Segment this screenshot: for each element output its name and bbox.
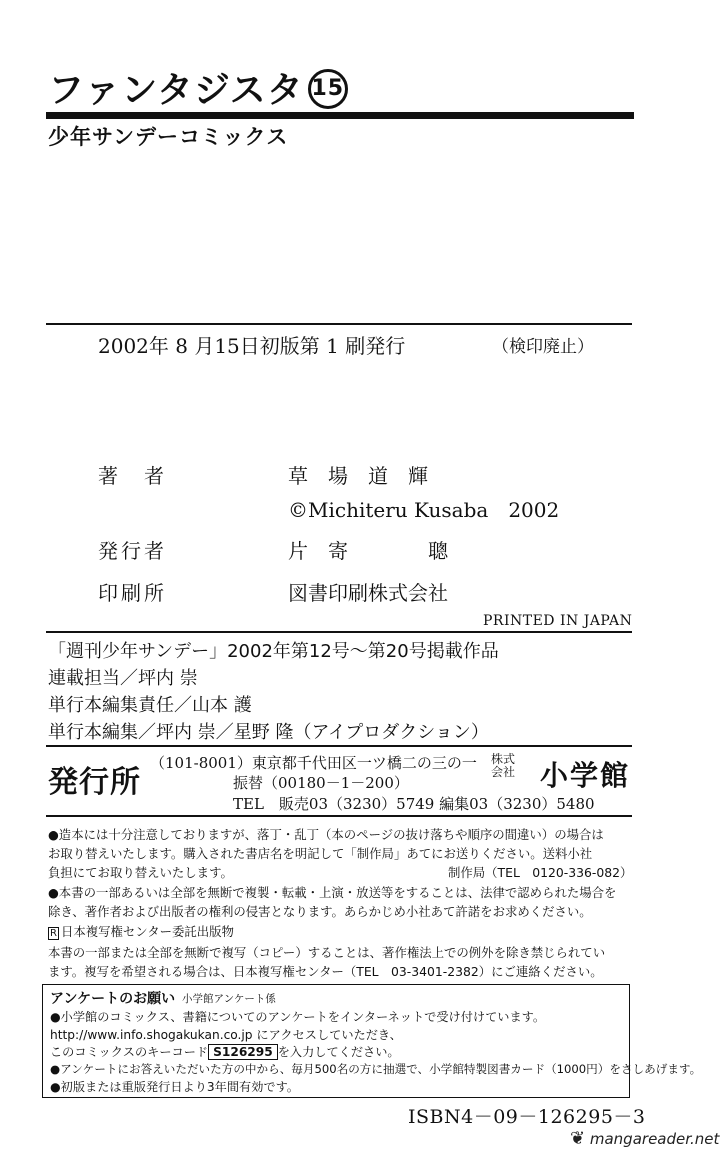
watermark xyxy=(570,1128,719,1149)
printer-name: 図書印刷株式会社 xyxy=(288,581,448,605)
book-editor-chief-credit: 単行本編集責任／山本 護 xyxy=(48,695,252,716)
watermark-text: mangareader.net xyxy=(589,1130,720,1148)
survey-code-pre: このコミックスのキーコード xyxy=(50,1045,209,1059)
title-divider xyxy=(46,112,634,119)
credits-top-rule xyxy=(46,631,632,633)
survey-code-line xyxy=(50,1043,400,1060)
publisher-name: 小学館 xyxy=(540,759,631,792)
serialization-credit: 「週刊少年サンデー」2002年第12号～第20号掲載作品 xyxy=(48,641,499,662)
publisher-tel: TEL 販売03（3230）5749 編集03（3230）5480 xyxy=(233,795,595,813)
seal-omitted-note: （検印廃止） xyxy=(492,337,594,357)
survey-subtitle: 小学館アンケート係 xyxy=(182,993,276,1005)
publisher-transfer: 振替（00180－1－200） xyxy=(233,774,409,792)
notes-top-rule xyxy=(46,815,632,817)
series-label: 少年サンデーコミックス xyxy=(48,125,289,149)
author-name: 草 場 道 輝 xyxy=(288,464,428,488)
watermark-logo-icon: ❦ xyxy=(570,1128,586,1149)
note-line-2: お取り替えいたします。購入された書店名を明記して「制作局」あてにお送りください。送料小社 xyxy=(48,846,593,861)
publisher-person-name: 片 寄 聰 xyxy=(288,539,448,563)
book-title xyxy=(48,62,348,113)
publisher-person-label: 発行者 xyxy=(98,539,167,563)
survey-title: アンケートのお願い xyxy=(50,991,176,1007)
survey-line-5: ●初版または重版発行日より3年間有効です。 xyxy=(50,1080,299,1094)
note-line-3: 負担にてお取り替えいたします。 xyxy=(48,865,233,880)
copyright-center-text: 日本複写権センター委託出版物 xyxy=(60,924,234,939)
publisher-address: （101-8001）東京都千代田区一ツ橋二の三の一 xyxy=(150,754,477,772)
survey-code-post: を入力してください。 xyxy=(277,1045,400,1059)
printer-label: 印刷所 xyxy=(98,581,167,605)
note-line-5: 除き、著作者および出版者の権利の侵害となります。あらかじめ小社あて許諾をお求めください。 xyxy=(48,904,592,919)
note-line-4: ●本書の一部あるいは全部を無断で複製・転載・上演・放送等をすることは、法律で認められた場合を xyxy=(48,885,617,900)
volume-number-badge: 15 xyxy=(308,69,348,109)
survey-url-line: http://www.info.shogakukan.co.jp にアクセスしていただき、 xyxy=(50,1028,402,1042)
registered-mark-icon: R xyxy=(50,928,57,939)
production-dept-tel: 制作局（TEL 0120-336-082） xyxy=(448,865,633,880)
kabushiki-bottom: 会社 xyxy=(491,765,516,779)
title-text: ファンタジスタ xyxy=(48,70,304,111)
isbn: ISBN4－09－126295－3 xyxy=(408,1106,646,1128)
kabushiki-kaisha xyxy=(491,753,515,779)
survey-line-4: ●アンケートにお答えいただいた方の中から、毎月500名の方に抽選で、小学館特製図書カード（1000円）をさしあげます。 xyxy=(50,1062,702,1076)
publisher-label: 発行所 xyxy=(48,765,141,800)
publisher-top-rule xyxy=(46,745,632,747)
note-line-7: ます。複写を希望される場合は、日本複写権センター（TEL 03-3401-2382）にご連絡ください。 xyxy=(48,964,603,979)
survey-key-code: S126295 xyxy=(208,1044,278,1060)
kabushiki-top: 株式 xyxy=(491,752,516,766)
copyright-line: ©Michiteru Kusaba 2002 xyxy=(288,498,560,522)
note-line-6: 本書の一部または全部を無断で複写（コピー）することは、著作権法上での例外を除き禁じられてい xyxy=(48,945,606,960)
serial-editor-credit: 連載担当／坪内 崇 xyxy=(48,668,198,689)
author-label: 著 者 xyxy=(98,464,167,488)
edition-top-rule xyxy=(46,323,632,325)
printed-in-japan: PRINTED IN JAPAN xyxy=(483,613,633,629)
survey-line-1: ●小学館のコミックス、書籍についてのアンケートをインターネットで受け付けています。 xyxy=(50,1010,546,1024)
book-editor-credit: 単行本編集／坪内 崇／星野 隆（アイプロダクション） xyxy=(48,722,489,743)
copyright-center-notice xyxy=(48,922,234,940)
edition-date: 2002年 8 月15日初版第 1 刷発行 xyxy=(98,334,406,358)
note-line-1: ●造本には十分注意しておりますが、落丁・乱丁（本のページの抜け落ちや順序の間違い）の場合は xyxy=(48,827,604,842)
